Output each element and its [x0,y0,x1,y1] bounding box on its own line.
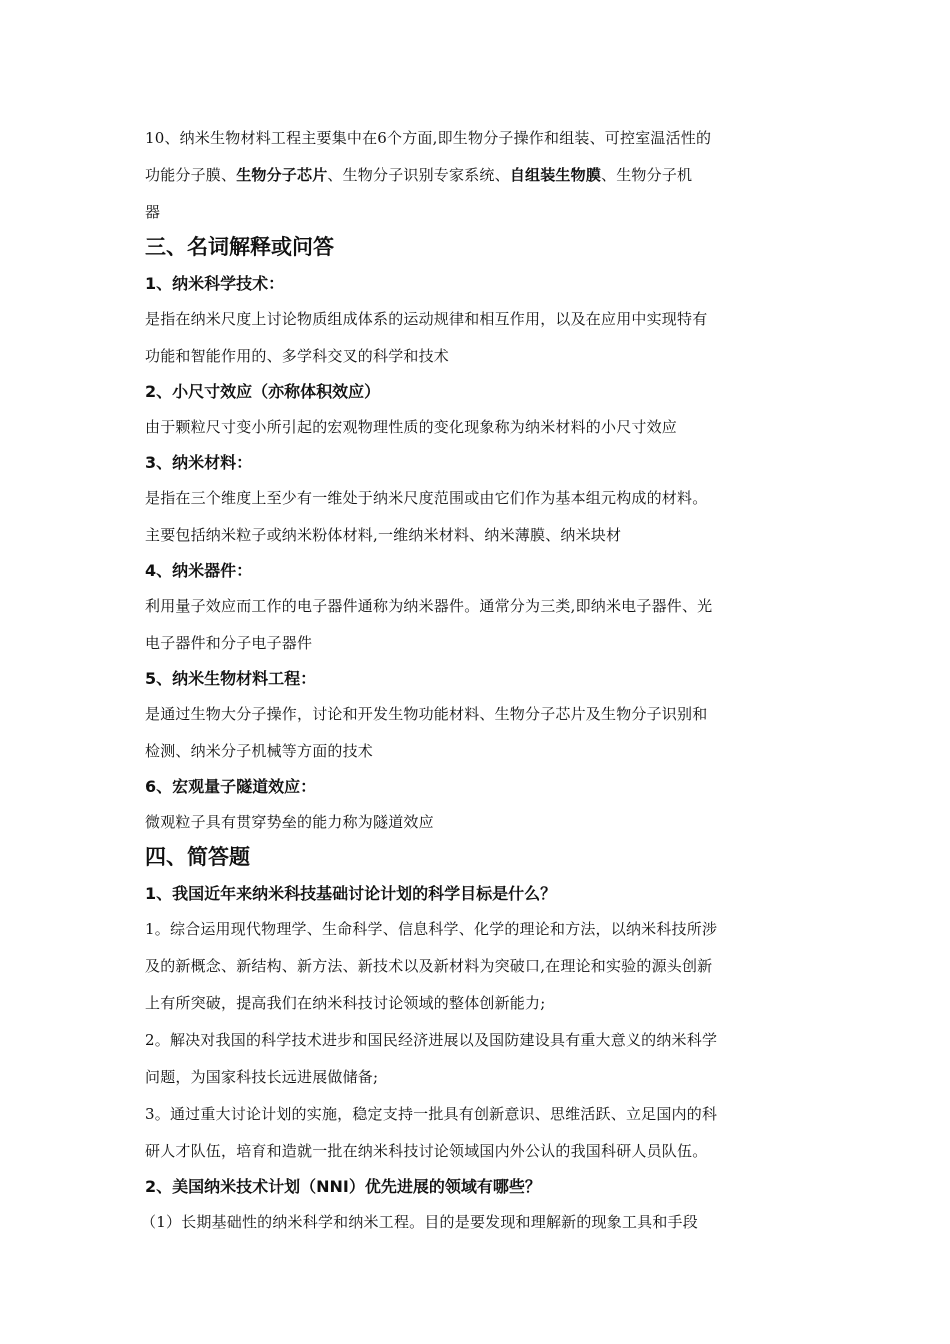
term-6-line-1: 微观粒子具有贯穿势垒的能力称为隧道效应 [145,813,434,831]
term-2: 2、小尺寸效应（亦称体积效应） [145,382,381,401]
q1-line-2: 及的新概念、新结构、新方法、新技术以及新材料为突破口,在理论和实验的源头创新 [145,957,713,975]
q1-line-6: 3。通过重大讨论计划的实施，稳定支持一批具有创新意识、思维活跃、立足国内的科 [145,1105,718,1123]
term-3-line-1: 是指在三个维度上至少有一维处于纳米尺度范围或由它们作为基本组元构成的材料。 [145,489,708,507]
item10-bold-chip: 生物分子芯片 [236,166,328,184]
item10-line1: 10、纳米生物材料工程主要集中在6个方面,即生物分子操作和组装、可控室温活性的 [145,129,712,147]
term-4-line-1: 利用量子效应而工作的电子器件通称为纳米器件。通常分为三类,即纳米电子器件、光 [145,597,713,615]
term-3: 3、纳米材料： [145,453,253,472]
q1-line-4: 2。解决对我国的科学技术进步和国民经济进展以及国防建设具有重大意义的纳米科学 [145,1031,718,1049]
section3-title: 三、名词解释或问答 [145,235,334,259]
term-5-line-1: 是通过生物大分子操作，讨论和开发生物功能材料、生物分子芯片及生物分子识别和 [145,705,708,723]
item10-bold-membrane: 自组装生物膜 [509,166,602,184]
term-1-line-2: 功能和智能作用的、多学科交叉的科学和技术 [145,347,450,365]
question-1: 1、我国近年来纳米科技基础讨论计划的科学目标是什么？ [145,884,557,903]
item10-line3: 器 [145,203,161,221]
term-6: 6、宏观量子隧道效应： [145,777,317,796]
q1-line-3: 上有所突破，提高我们在纳米科技讨论领域的整体创新能力; [145,994,546,1012]
document-page [141,120,810,1241]
item10-text-e: 、生物分子机 [601,166,693,184]
q1-line-1: 1。综合运用现代物理学、生命科学、信息科学、化学的理论和方法，以纳米科技所涉 [145,920,718,938]
item10-text-c: 、生物分子识别专家系统、 [327,166,510,184]
term-3-line-2: 主要包括纳米粒子或纳米粉体材料,一维纳米材料、纳米薄膜、纳米块材 [145,526,622,544]
term-1-line-1: 是指在纳米尺度上讨论物质组成体系的运动规律和相互作用，以及在应用中实现特有 [145,310,708,328]
item10-text-a: 功能分子膜、 [145,166,237,184]
term-5-line-2: 检测、纳米分子机械等方面的技术 [145,742,374,760]
section4-title: 四、简答题 [145,845,250,869]
q2-line-1: （1）长期基础性的纳米科学和纳米工程。目的是要发现和理解新的现象工具和手段 [141,1213,698,1231]
item10-line2 [145,157,810,194]
term-2-line-1: 由于颗粒尺寸变小所引起的宏观物理性质的变化现象称为纳米材料的小尺寸效应 [145,418,678,436]
term-1: 1、纳米科学技术： [145,274,285,293]
question-2: 2、美国纳米技术计划（NNI）优先进展的领域有哪些？ [145,1177,541,1196]
term-4: 4、纳米器件： [145,561,253,580]
q1-line-5: 问题，为国家科技长远进展做储备; [145,1068,379,1086]
q1-line-7: 研人才队伍，培育和造就一批在纳米科技讨论领域国内外公认的我国科研人员队伍。 [145,1142,708,1160]
term-5: 5、纳米生物材料工程： [145,669,317,688]
term-4-line-2: 电子器件和分子电子器件 [145,634,313,652]
